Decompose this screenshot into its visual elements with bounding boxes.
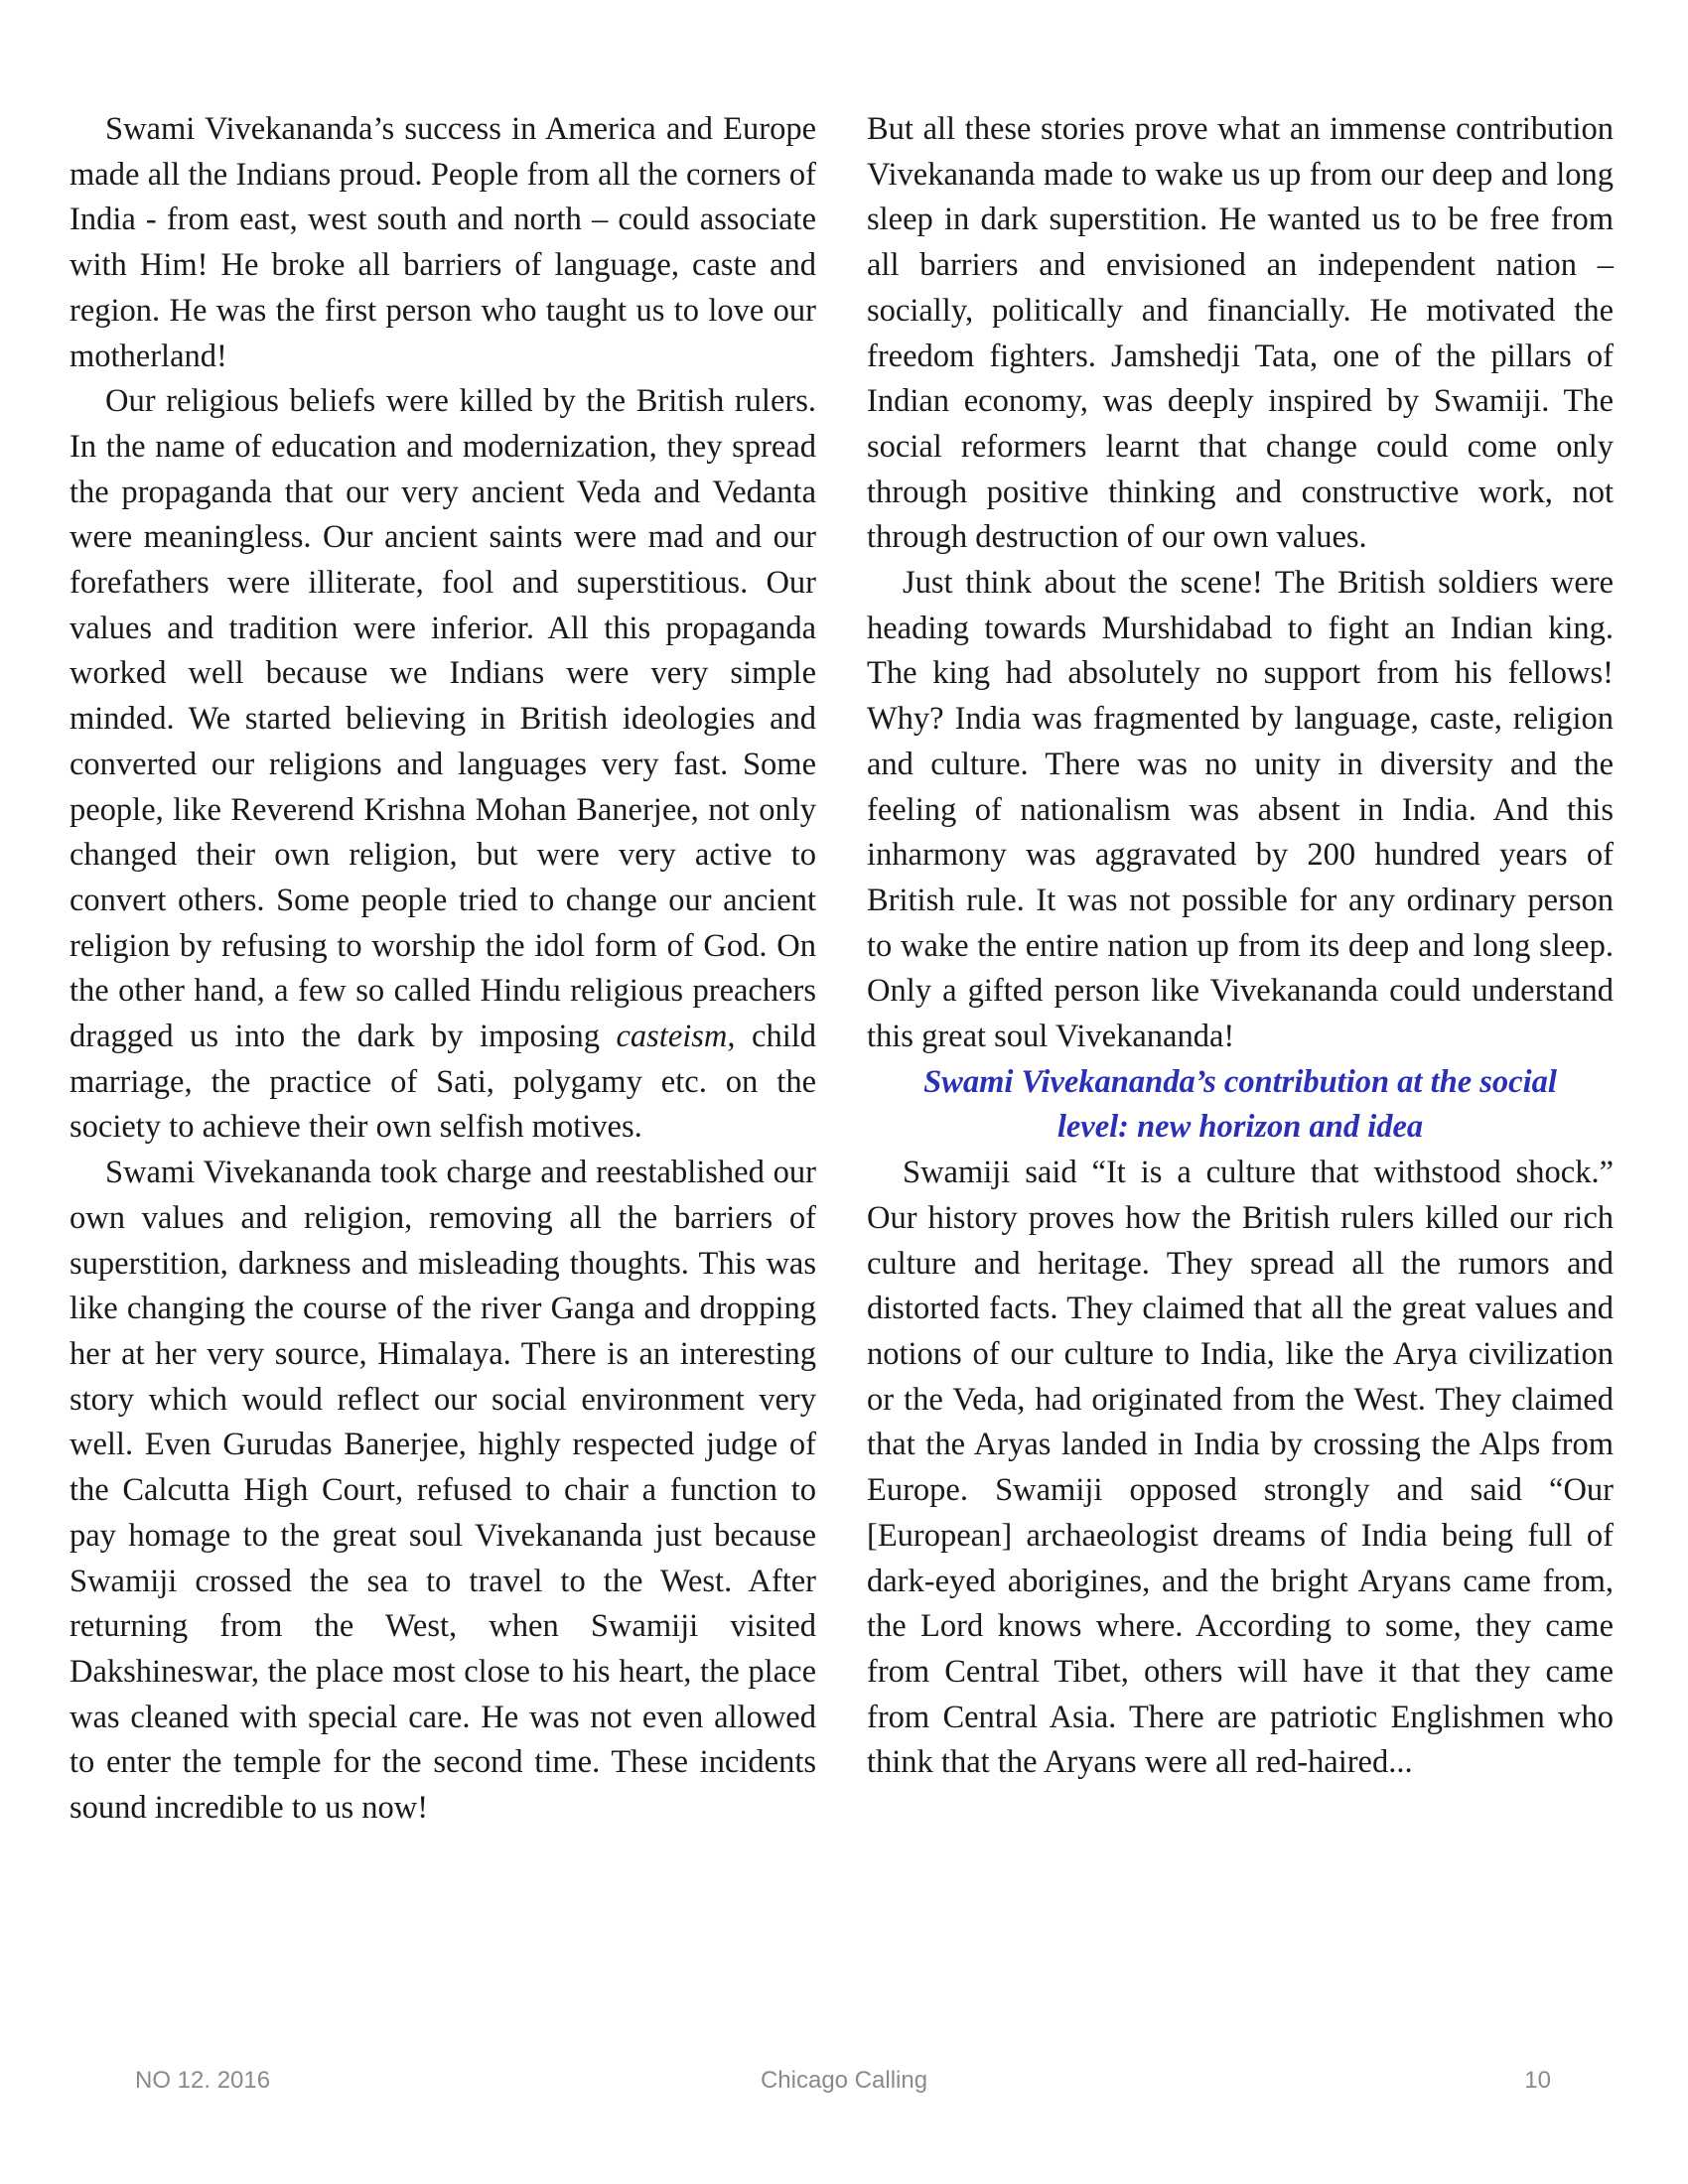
paragraph-culture-shock: Swamiji said “It is a culture that withstood shock.” Our history proves how the British rulers killed our rich culture and heritage. They spread all the rumors and distorted facts. They claimed that all the great values and notions of our culture to India, like the Arya civilization or the Veda, had originated from the West. They claimed that the Aryas landed in India by crossing the Alps from Europe. Swamiji opposed strongly and said “Our [European] archaeologist dreams of India being full of dark-eyed aborigines, and the bright Aryans came from, the Lord knows where. According to some, they came from Central Tibet, others will have it that they came from Central Asia. There are patriotic Englishmen who think that the Aryans were all red-haired... (867, 1155, 1614, 1781)
footer-issue: NO 12. 2016 (135, 2067, 271, 2094)
paragraph-murshidabad-scene: Just think about the scene! The British soldiers were heading towards Murshidabad to fight an Indian king. The king had absolutely no support from his fellows! Why? India was fragmented by language, caste, religion and culture. There was no unity in diversity and the feeling of nationalism was absent in India. And this inharmony was aggravated by 200 hundred years of British rule. It was not possible for any ordinary person to wake the entire nation up from its deep and long sleep. Only a gifted person like Vivekananda could understand this great soul Vivekananda! (867, 565, 1614, 1055)
paragraph-reestablished-values: Swami Vivekananda took charge and reestablished our own values and religion, removing all the barriers of superstition, darkness and misleading thoughts. This was like changing the course of the river Ganga and dropping her at her very source, Himalaya. There is an interesting story which would reflect our social environment very well. Even Gurudas Banerjee, highly respected judge of the Calcutta High Court, refused to chair a function to pay homage to the great soul Vivekananda just because Swamiji crossed the sea to travel to the West. After returning from the West, when Swamiji visited Dakshineswar, the place most close to his heart, the place was cleaned with special care. He was not even allowed to enter the temple for the second time. These incidents sound incredible to us now! (70, 1155, 816, 1827)
right-column (867, 107, 1614, 1786)
emphasis-casteism: casteism (616, 1019, 728, 1055)
paragraph-success-abroad: Swami Vivekananda’s success in America and Europe made all the Indians proud. People from all the corners of India - from east, west south and north – could associate with Him! He broke all barriers of language, caste and region. He was the first person who taught us to love our motherland! (70, 111, 816, 374)
section-heading: Swami Vivekananda’s contribution at the social level: new horizon and idea (923, 1063, 1557, 1146)
page-footer (0, 2067, 1688, 2107)
left-column (70, 107, 816, 1832)
paragraph-immense-contribution: But all these stories prove what an immense contribution Vivekananda made to wake us up from our deep and long sleep in dark superstition. He wanted us to be free from all barriers and envisioned an independent nation – socially, politically and financially. He motivated the freedom fighters. Jamshedji Tata, one of the pillars of Indian economy, was deeply inspired by Swamiji. The social reformers learnt that change could come only through positive thinking and constructive work, not through destruction of our own values. (867, 111, 1614, 556)
paragraph-text: , child marriage, the practice of Sati, polygamy etc. on the society to achieve their own selfish motives. (70, 1019, 816, 1146)
paragraph-text: Our religious beliefs were killed by the British rulers. In the name of education and modernization, they spread the propaganda that our very ancient Veda and Vedanta were meaningless. Our ancient saints were mad and our forefathers were illiterate, fool and superstitious. Our values and tradition were inferior. All this propaganda worked well because we Indians were very simple minded. We started believing in British ideologies and converted our religions and languages very fast. Some people, like Reverend Krishna Mohan Banerjee, not only changed their own religion, but were very active to convert others. Some people tried to change our ancient religion by refusing to worship the idol form of God. On the other hand, a few so called Hindu religious preachers dragged us into the dark by imposing (70, 383, 816, 1055)
footer-publication: Chicago Calling (760, 2067, 928, 2094)
footer-page-number: 10 (1524, 2067, 1551, 2094)
paragraph-british-propaganda (70, 379, 816, 1151)
